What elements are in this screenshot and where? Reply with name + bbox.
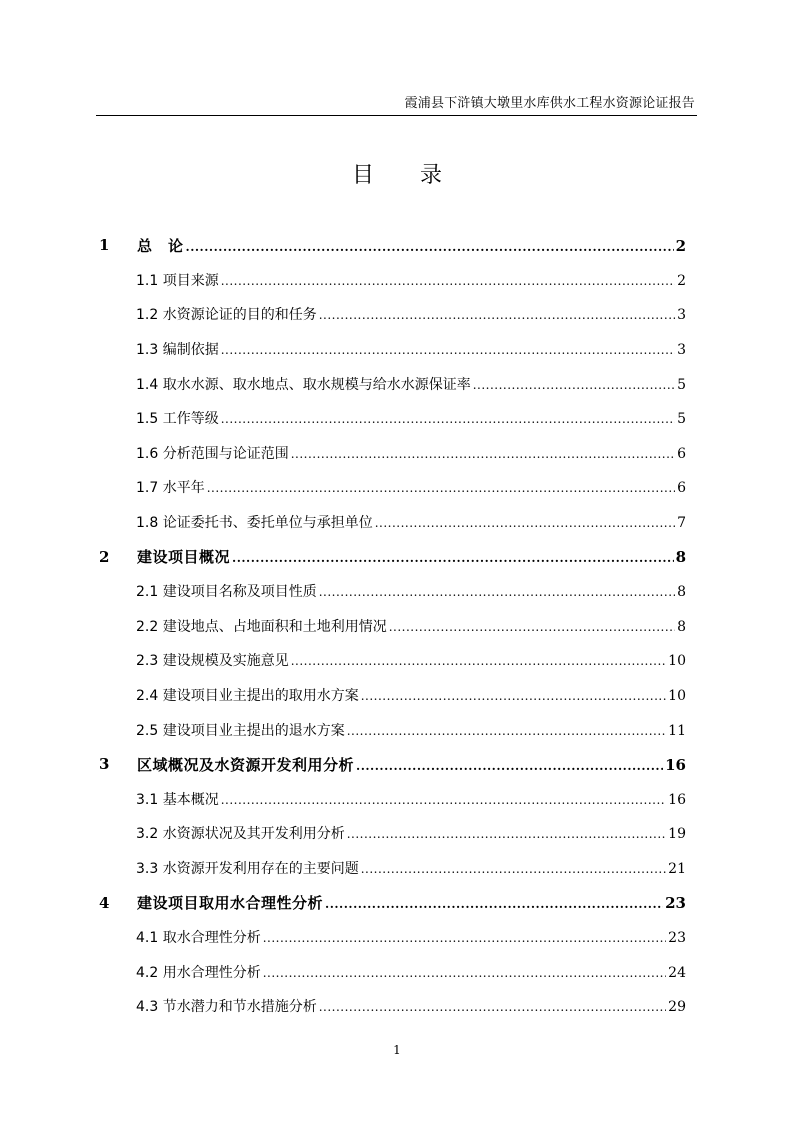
toc-entry-label: 总 论 [137, 236, 184, 255]
toc-page-number: 2 [677, 272, 686, 289]
toc-dot-leader [207, 481, 675, 495]
toc-section-row[interactable] [96, 678, 686, 713]
toc-dot-leader [319, 1000, 666, 1014]
toc-entry-label: 3.3 水资源开发利用存在的主要问题 [136, 860, 359, 877]
toc-page-number: 8 [677, 618, 686, 635]
toc-page-number: 16 [668, 791, 686, 808]
toc-section-row[interactable] [96, 470, 686, 505]
toc-chapter-row[interactable] [96, 228, 686, 263]
toc-entry [137, 546, 686, 567]
toc-entry-label: 1.1 项目来源 [136, 272, 219, 289]
toc-section-row[interactable] [96, 920, 686, 955]
toc-dot-leader [325, 897, 663, 911]
toc-chapter-row[interactable] [96, 747, 686, 782]
toc-chapter-number: 1 [99, 236, 110, 255]
toc-entry [137, 235, 686, 256]
toc-section-row[interactable] [96, 989, 686, 1024]
toc-section-row[interactable] [96, 263, 686, 298]
toc-section-row[interactable] [96, 505, 686, 540]
page-title: 目录 [351, 163, 488, 188]
toc-dot-leader [375, 516, 675, 530]
toc-page-number: 29 [668, 999, 686, 1016]
toc-entry [136, 339, 686, 359]
toc-dot-leader [186, 240, 674, 254]
toc-entry [136, 374, 686, 394]
toc-entry [136, 789, 686, 809]
toc-entry [136, 650, 686, 670]
toc-entry [136, 823, 686, 843]
toc-entry-label: 3.2 水资源状况及其开发利用分析 [136, 826, 345, 843]
toc-chapter-number: 4 [99, 893, 110, 912]
toc-dot-leader [473, 378, 675, 392]
toc-page-number: 5 [677, 376, 686, 393]
toc-entry [136, 581, 686, 601]
toc-entry [136, 685, 686, 705]
toc-section-row[interactable] [96, 712, 686, 747]
toc-page-number: 21 [668, 860, 686, 877]
toc-entry-label: 1.4 取水水源、取水地点、取水规模与给水水源保证率 [136, 376, 471, 393]
toc-dot-leader [361, 862, 666, 876]
toc-entry-label: 4.1 取水合理性分析 [136, 930, 261, 947]
toc-entry [136, 512, 686, 532]
toc-section-row[interactable] [96, 954, 686, 989]
toc-dot-leader [389, 620, 675, 634]
toc-section-row[interactable] [96, 643, 686, 678]
toc-entry-label: 4.2 用水合理性分析 [136, 964, 261, 981]
toc-dot-leader [263, 966, 666, 980]
toc-chapter-number: 2 [99, 547, 110, 566]
toc-chapter-number: 3 [99, 755, 110, 774]
toc-section-row[interactable] [96, 816, 686, 851]
toc-entry [137, 754, 686, 775]
page-number: 1 [393, 1043, 401, 1057]
toc-section-row[interactable] [96, 782, 686, 817]
toc-entry-label: 建设项目取用水合理性分析 [137, 894, 324, 913]
toc-page-number: 16 [665, 755, 686, 774]
toc-entry [136, 270, 686, 290]
toc-entry [136, 477, 686, 497]
toc-dot-leader [221, 793, 666, 807]
toc-page-number: 5 [677, 411, 686, 428]
toc-page-number: 23 [665, 894, 686, 913]
toc-page-number: 10 [668, 653, 686, 670]
toc-dot-leader [319, 308, 675, 322]
toc-entry [137, 892, 686, 913]
toc-dot-leader [319, 585, 675, 599]
toc-entry [136, 996, 686, 1016]
toc-entry-label: 2.1 建设项目名称及项目性质 [136, 584, 317, 601]
toc-entry-label: 1.5 工作等级 [136, 411, 219, 428]
toc-dot-leader [291, 447, 675, 461]
toc-page-number: 11 [668, 722, 686, 739]
toc-dot-leader [221, 343, 675, 357]
table-of-contents [96, 228, 686, 1024]
toc-chapter-row[interactable] [96, 885, 686, 920]
toc-page-number: 24 [668, 964, 686, 981]
toc-chapter-row[interactable] [96, 539, 686, 574]
toc-section-row[interactable] [96, 401, 686, 436]
toc-dot-leader [221, 274, 675, 288]
toc-entry [136, 304, 686, 324]
toc-entry-label: 1.3 编制依据 [136, 342, 219, 359]
toc-section-row[interactable] [96, 366, 686, 401]
toc-section-row[interactable] [96, 332, 686, 367]
toc-entry-label: 4.3 节水潜力和节水措施分析 [136, 999, 317, 1016]
toc-page-number: 8 [677, 584, 686, 601]
toc-dot-leader [232, 551, 674, 565]
toc-entry [136, 443, 686, 463]
toc-entry-label: 3.1 基本概况 [136, 791, 219, 808]
toc-entry-label: 2.5 建设项目业主提出的退水方案 [136, 722, 345, 739]
toc-section-row[interactable] [96, 609, 686, 644]
toc-dot-leader [347, 724, 666, 738]
toc-entry [136, 720, 686, 740]
toc-entry-label: 1.6 分析范围与论证范围 [136, 445, 289, 462]
toc-section-row[interactable] [96, 297, 686, 332]
toc-dot-leader [347, 827, 666, 841]
toc-dot-leader [263, 931, 666, 945]
toc-dot-leader [291, 654, 666, 668]
toc-page-number: 8 [675, 548, 686, 567]
toc-entry [136, 408, 686, 428]
toc-page-number: 2 [675, 236, 686, 255]
toc-entry-label: 建设项目概况 [137, 548, 231, 567]
toc-entry [136, 927, 686, 947]
toc-entry-label: 2.2 建设地点、占地面积和土地利用情况 [136, 618, 387, 635]
toc-entry-label: 区域概况及水资源开发利用分析 [137, 755, 355, 774]
toc-dot-leader [221, 412, 675, 426]
header-title: 霞浦县下浒镇大墩里水库供水工程水资源论证报告 [404, 96, 695, 111]
toc-dot-leader [356, 759, 663, 773]
toc-entry [136, 962, 686, 982]
toc-entry-label: 2.3 建设规模及实施意见 [136, 653, 289, 670]
toc-entry-label: 1.2 水资源论证的目的和任务 [136, 307, 317, 324]
toc-page-number: 10 [668, 688, 686, 705]
toc-page-number: 23 [668, 930, 686, 947]
toc-entry [136, 616, 686, 636]
toc-section-row[interactable] [96, 851, 686, 886]
toc-section-row[interactable] [96, 436, 686, 471]
toc-section-row[interactable] [96, 574, 686, 609]
toc-entry-label: 1.8 论证委托书、委托单位与承担单位 [136, 515, 373, 532]
toc-page-number: 3 [677, 342, 686, 359]
toc-page-number: 6 [677, 480, 686, 497]
toc-dot-leader [361, 689, 666, 703]
toc-entry-label: 1.7 水平年 [136, 480, 205, 497]
toc-page-number: 3 [677, 307, 686, 324]
running-header [96, 91, 697, 116]
toc-entry-label: 2.4 建设项目业主提出的取用水方案 [136, 688, 359, 705]
toc-entry [136, 858, 686, 878]
toc-page-number: 7 [677, 515, 686, 532]
toc-page-number: 6 [677, 445, 686, 462]
toc-page-number: 19 [668, 826, 686, 843]
